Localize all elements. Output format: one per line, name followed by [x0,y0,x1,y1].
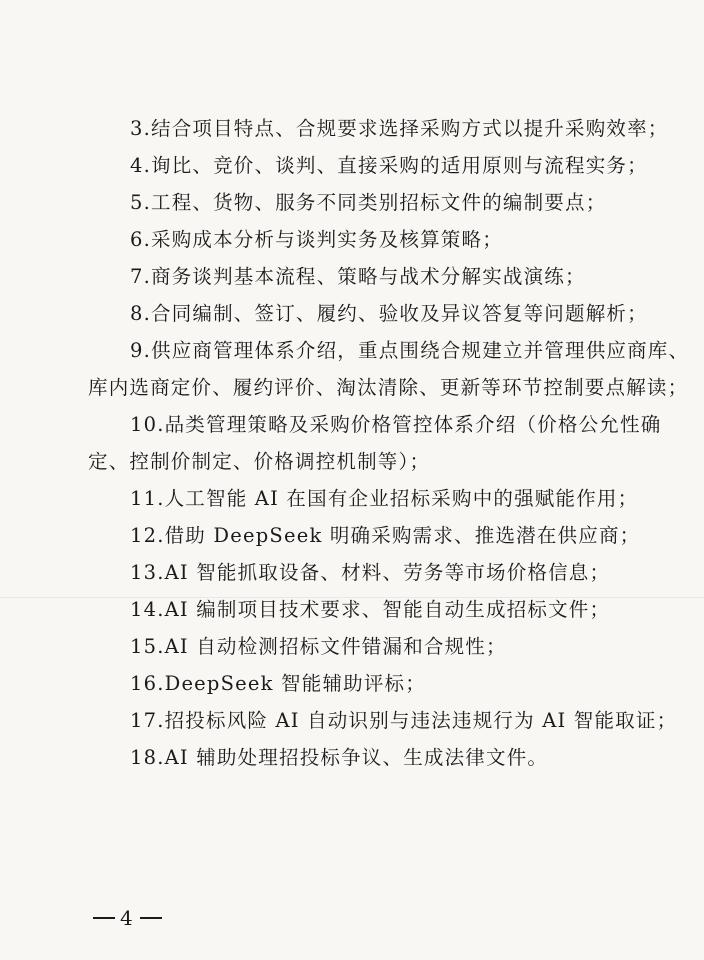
list-item-15: 15.AI 自动检测招标文件错漏和合规性； [130,635,507,658]
page-number: 4 [120,906,135,930]
list-item-10-line-1: 10.品类管理策略及采购价格管控体系介绍（价格公允性确 [130,413,662,436]
list-item-3: 3.结合项目特点、合规要求选择采购方式以提升采购效率； [130,117,669,140]
list-item-8: 8.合同编制、签订、履约、验收及异议答复等问题解析； [130,302,648,325]
footer-dash-right [140,917,162,919]
list-item-18: 18.AI 辅助处理招投标争议、生成法律文件。 [130,746,549,769]
list-item-17: 17.招投标风险 AI 自动识别与违法违规行为 AI 智能取证； [130,709,678,732]
page-number-footer [88,906,167,930]
list-item-10-line-2: 定、控制价制定、价格调控机制等）； [88,450,431,473]
list-item-12: 12.借助 DeepSeek 明确采购需求、推选潜在供应商； [130,524,641,547]
list-item-11: 11.人工智能 AI 在国有企业招标采购中的强赋能作用； [130,487,639,510]
list-item-7: 7.商务谈判基本流程、策略与战术分解实战演练； [130,265,586,288]
list-item-9-line-2: 库内选商定价、履约评价、淘汰清除、更新等环节控制要点解读； [88,376,689,399]
list-item-14: 14.AI 编制项目技术要求、智能自动生成招标文件； [130,598,611,621]
list-item-16: 16.DeepSeek 智能辅助评标； [130,672,426,695]
list-item-6: 6.采购成本分析与谈判实务及核算策略； [130,228,503,251]
list-item-4: 4.询比、竞价、谈判、直接采购的适用原则与流程实务； [130,154,648,177]
list-item-5: 5.工程、货物、服务不同类别招标文件的编制要点； [130,191,607,214]
list-item-9-line-1: 9.供应商管理体系介绍，重点围绕合规建立并管理供应商库、 [130,339,690,362]
footer-dash-left [93,917,115,919]
list-item-13: 13.AI 智能抓取设备、材料、劳务等市场价格信息； [130,561,611,584]
